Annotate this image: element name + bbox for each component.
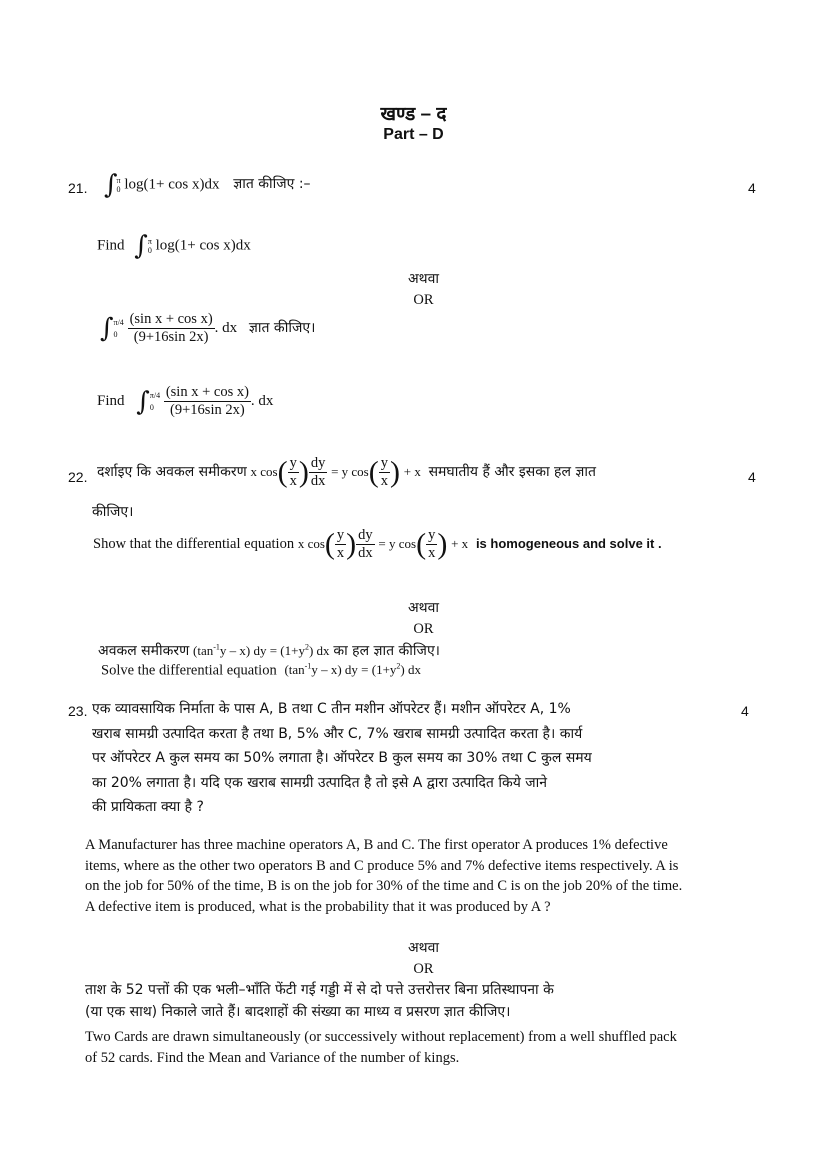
q21-find-expression: log(1+ cos x)dx [155, 237, 251, 254]
q22-alt-english-lead: Solve the differential equation [101, 662, 277, 679]
q22-alt-hindi-statement [98, 641, 440, 660]
integral-limits: π/4 0 [113, 317, 124, 339]
or-hindi: अथवा [407, 271, 440, 287]
q22-alt-equation: $(\tan^{-1}y - x)$ dy = $(1+y^2)$ dx [284, 662, 422, 678]
integral-limits: π 0 [116, 176, 121, 194]
or-english: OR [413, 292, 434, 308]
question-marks: 4 [748, 180, 756, 196]
q21-alt-english-statement [97, 384, 273, 419]
q22-hindi-tail: समघातीय हैं और इसका हल ज्ञात [428, 463, 596, 480]
q22-english-lead: Show that the differential equation [93, 535, 295, 552]
integral-sign: ∫ [104, 170, 118, 200]
q21-alt-find-label: Find [97, 392, 125, 409]
q21-alt-hindi-text: ज्ञात कीजिए। [248, 319, 316, 336]
q22-alt-hindi-tail: का हल ज्ञात कीजिए। [333, 643, 440, 659]
integral-limits: π 0 [147, 237, 152, 255]
q21-alt-hindi-statement [100, 311, 315, 346]
question-marks: 4 [748, 469, 756, 485]
or-english: OR [413, 621, 434, 637]
q21-hindi-text: ज्ञात कीजिए :– [233, 176, 311, 193]
integral-sign: ∫ [100, 313, 114, 344]
question-number: 22. [68, 469, 88, 485]
q22-hindi-line2: कीजिए। [92, 504, 134, 520]
q21-alt-suffix: . dx [250, 392, 274, 409]
q22-hindi-statement: दर्शाइए कि अवकल समीकरण x cos( $\frac{y}{x}$ ) $\frac{dy}{dx}$ = y cos( $\frac{y}{x}$ ) + x समघातीय हैं और इसका हल ज्ञात [97, 455, 596, 489]
q21-english-statement [97, 233, 251, 259]
q22-hindi-lead: दर्शाइए कि अवकल समीकरण [97, 463, 247, 480]
q21-expression: log(1+ cos x)dx [124, 176, 220, 193]
q22-alt-english-statement [101, 662, 421, 679]
or-hindi: अथवा [407, 940, 440, 956]
q21-alt-fraction: $\frac{\text{(sin x + cos x)}}{(9+16\sin 2x)}$ [129, 311, 213, 345]
q22-alt-hindi-lead: अवकल समीकरण [98, 643, 190, 659]
q23-alt-hindi-text: ताश के 52 पत्तों की एक भली–भाँति फेंटी गई गड्डी में से दो पत्ते उत्तरोत्तर बिना प्रतिस्थापना के (या एक साथ) निकाले जाते हैं। बादशाहों की संख्या का माध्य व प्रसरण ज्ञात कीजिए। [85, 982, 554, 1020]
q21-alt-suffix: . dx [214, 319, 238, 336]
q23-english-text: A Manufacturer has three machine operators A, B and C. The first operator A produces 1% defective items, where as the other two operators B and C produce 5% and 7% defective items respectively. A is on the job for 50% of the time, B is on the job for 30% of the time and C is on the job 20% of the time. A defective item is produced, what is the probability that it was produced by A ? [85, 837, 683, 915]
question-number: 23. [68, 703, 88, 719]
integral-limits: π/4 0 [149, 390, 161, 412]
q21-alt-fraction: $\frac{\text{(sin x + cos x)}}{(9+16\sin 2x)}$ [165, 384, 249, 418]
or-hindi: अथवा [407, 600, 440, 616]
question-number: 21. [68, 180, 88, 196]
q22-alt-equation: $(\tan^{-1}y - x)$ dy = $(1+y^2)$ dx [193, 642, 330, 658]
section-title-hindi: खण्ड – द [380, 104, 447, 125]
integral-sign: ∫ [134, 231, 148, 261]
integral-sign: ∫ [136, 386, 150, 417]
q22-english-statement: Show that the differential equation x cos( $\frac{y}{x}$ ) $\frac{dy}{dx}$ = y cos( $\frac{y}{x}$ ) + x is homogeneous and solve it . [93, 527, 662, 561]
q22-x-cos: x cos [250, 463, 278, 479]
question-marks: 4 [741, 703, 749, 719]
q21-find-label: Find [97, 237, 125, 254]
q23-hindi-text: एक व्यावसायिक निर्माता के पास A, B तथा C तीन मशीन ऑपरेटर हैं। मशीन ऑपरेटर A, 1% खराब सामग्री उत्पादित करता है तथा B, 5% और C, 7% खराब सामग्री उत्पादित करता है। कार्य पर ऑपरेटर A कुल समय का 50% लगाता है। ऑपरेटर B कुल समय का 30% तथा C कुल समय का 20% लगाता है। यदि एक खराब सामग्री उत्पादित है तो इसे A द्वारा उत्पादित किये जाने की प्रायिकता क्या है ? [92, 701, 592, 815]
q22-english-tail: is homogeneous and solve it . [475, 535, 662, 551]
or-english: OR [413, 961, 434, 977]
q21-hindi-statement [104, 172, 311, 198]
section-title-english: Part – D [383, 126, 444, 143]
q23-alt-english-text: Two Cards are drawn simultaneously (or successively without replacement) from a well shuffled pack of 52 cards. Find the Mean and Variance of the number of kings. [85, 1029, 677, 1066]
